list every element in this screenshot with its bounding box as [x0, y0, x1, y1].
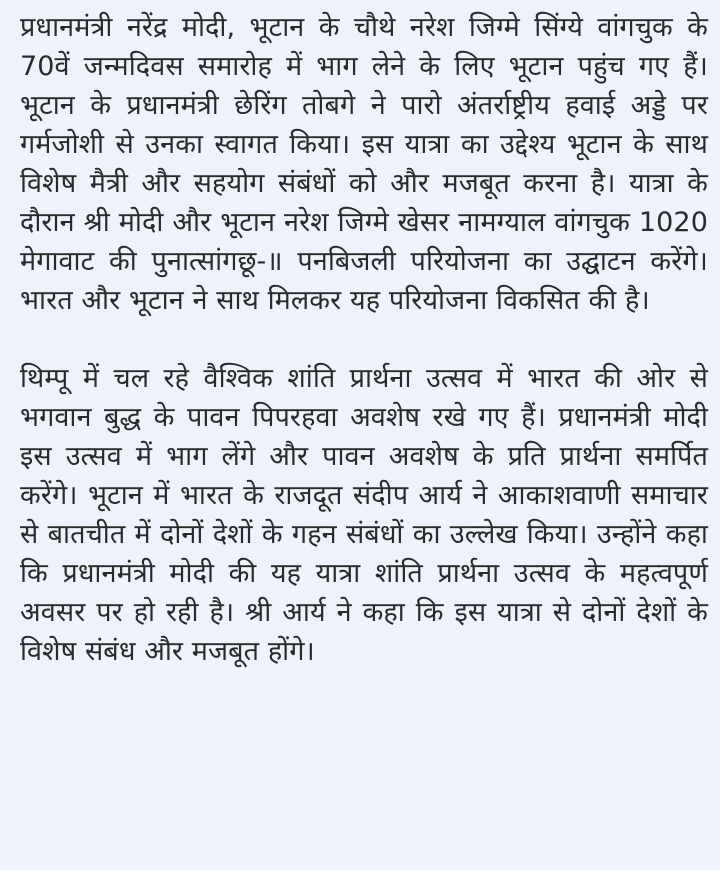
article-paragraph-2: थिम्पू में चल रहे वैश्विक शांति प्रार्थना उत्सव में भारत की ओर से भगवान बुद्ध के पावन पिपरहवा अवशेष रखे गए हैं। प्रधानमंत्री मोदी इस उत्सव में भाग लेंगे और पावन अवशेष के प्रति प्रार्थना समर्पित करेंगे। भूटान में भारत के राजदूत संदीप आर्य ने आकाशवाणी समाचार से बातचीत में दोनों देशों के गहन संबंधों का उल्लेख किया। उन्होंने कहा कि प्रधानमंत्री मोदी की यह यात्रा शांति प्रार्थना उत्सव के महत्वपूर्ण अवसर पर हो रही है। श्री आर्य ने कहा कि इस यात्रा से दोनों देशों के विशेष संबंध और मजबूत होंगे। — [20, 363, 708, 667]
article-paragraph-1: प्रधानमंत्री नरेंद्र मोदी, भूटान के चौथे नरेश जिग्मे सिंग्ये वांगचुक के 70वें जन्मदिवस समारोह में भाग लेने के लिए भूटान पहुंच गए हैं। भूटान के प्रधानमंत्री छेरिंग तोबगे ने पारो अंतर्राष्ट्रीय हवाई अड्डे पर गर्मजोशी से उनका स्वागत किया। इस यात्रा का उद्देश्य भूटान के साथ विशेष मैत्री और सहयोग संबंधों को और मजबूत करना है। यात्रा के दौरान श्री मोदी और भूटान नरेश जिग्मे खेसर नामग्याल वांगचुक 1020 मेगावाट की पुनात्सांगछू-॥ पनबिजली परियोजना का उद्घाटन करेंगे। भारत और भूटान ने साथ मिलकर यह परियोजना विकसित की है। — [20, 12, 708, 316]
